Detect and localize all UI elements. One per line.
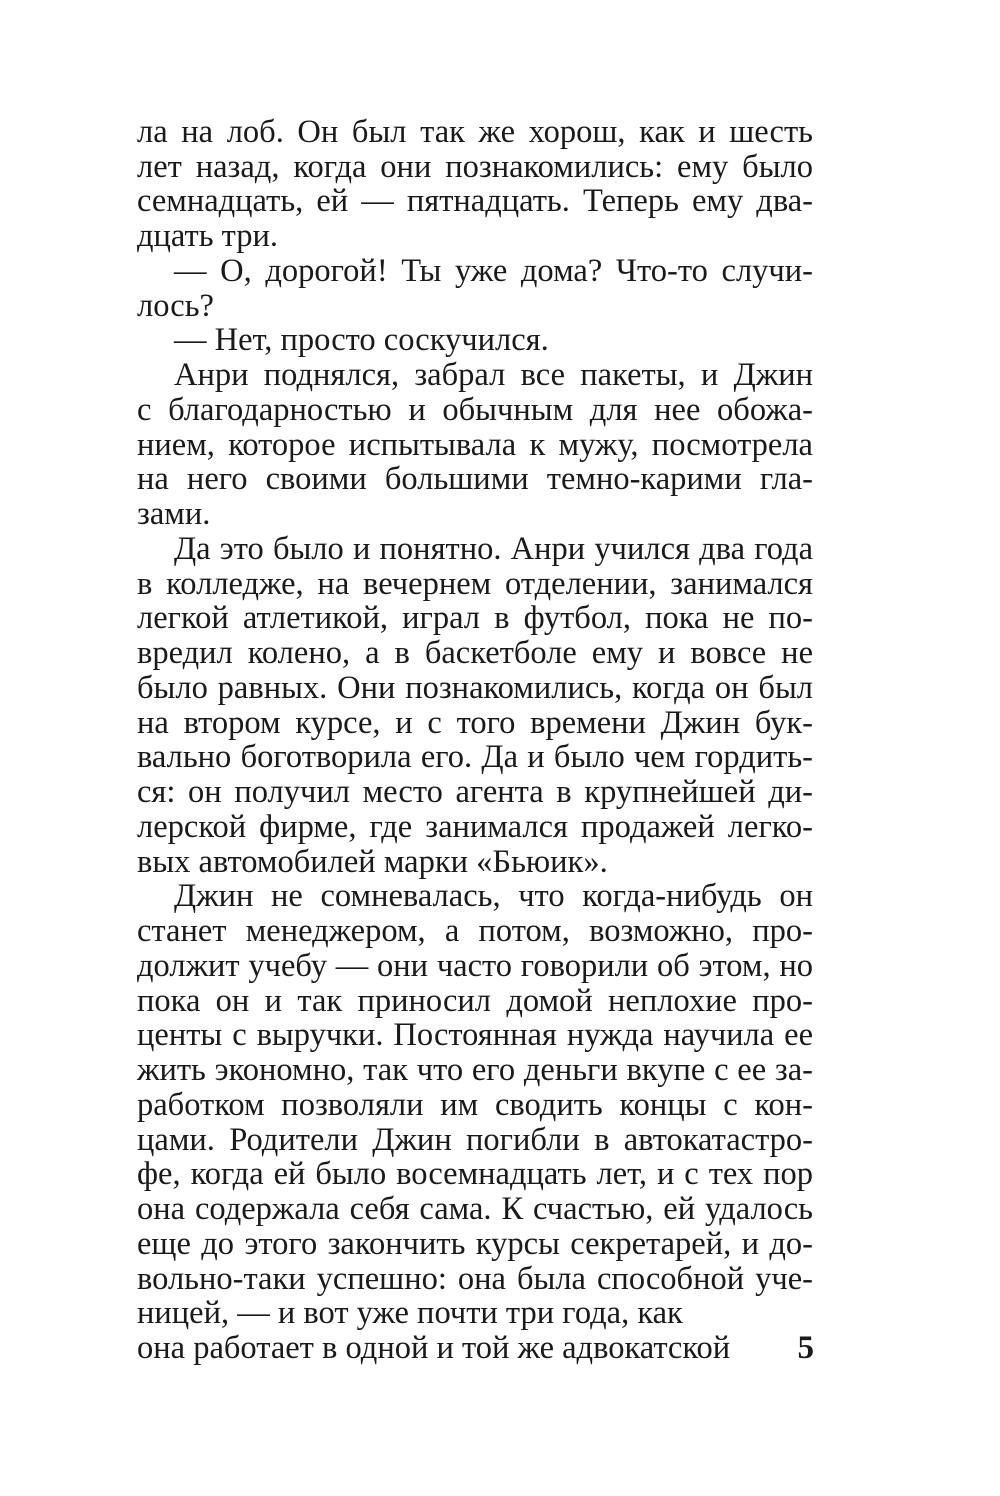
text-line: Джин не сомневалась, что когда-нибудь он bbox=[174, 878, 813, 914]
text-line: было равных. Они познакомились, когда он был bbox=[137, 670, 813, 706]
text-line: ся: он получил место агента в крупнейшей ди- bbox=[137, 774, 813, 810]
text-line: вольно-таки успешно: она была способной уче- bbox=[137, 1261, 813, 1297]
text-line: ла на лоб. Он был так же хорош, как и шесть bbox=[137, 114, 813, 150]
text-line: еще до этого закончить курсы секретарей, и до- bbox=[137, 1226, 813, 1262]
text-line: лет назад, когда они познакомились: ему было bbox=[137, 149, 813, 185]
text-line: работком позволяли им сводить концы с кон- bbox=[137, 1087, 813, 1123]
text-line: должит учебу — они часто говорили об этом, но bbox=[137, 948, 813, 984]
text-line: цами. Родители Джин погибли в автокатастро- bbox=[137, 1122, 813, 1158]
text-line: на втором курсе, и с того времени Джин бук- bbox=[137, 705, 813, 741]
last-text-line: она работает в одной и той же адвокатской bbox=[137, 1330, 731, 1366]
text-line: семнадцать, ей — пятнадцать. Теперь ему два- bbox=[137, 183, 813, 219]
text-line: станет менеджером, а потом, возможно, про- bbox=[137, 913, 813, 949]
text-line: легкой атлетикой, играл в футбол, пока не по- bbox=[137, 600, 813, 636]
text-line: — Нет, просто соскучился. bbox=[174, 322, 549, 358]
text-line: на него своими большими темно-карими гла- bbox=[137, 461, 813, 497]
text-line: она содержала себя сама. К счастью, ей удалось bbox=[137, 1191, 813, 1227]
text-line: жить экономно, так что его деньги вкупе с ее за- bbox=[137, 1052, 813, 1088]
text-line: в колледже, на вечернем отделении, занимался bbox=[137, 566, 813, 602]
text-line: пока он и так приносил домой неплохие про- bbox=[137, 983, 813, 1019]
text-line: с благодарностью и обычным для нее обожа- bbox=[137, 392, 813, 428]
text-line: лось? bbox=[137, 288, 214, 324]
text-line: вально боготворила его. Да и было чем гордить- bbox=[137, 739, 813, 775]
text-line: центы с выручки. Постоянная нужда научила ее bbox=[137, 1017, 813, 1053]
page-number: 5 bbox=[797, 1330, 814, 1366]
text-line: дцать три. bbox=[137, 218, 279, 254]
text-line: лерской фирме, где занимался продажей легко- bbox=[137, 809, 813, 845]
text-line: — О, дорогой! Ты уже дома? Что-то случи- bbox=[174, 253, 813, 289]
text-line: Анри поднялся, забрал все пакеты, и Джин bbox=[174, 357, 813, 393]
text-line: зами. bbox=[137, 496, 211, 532]
text-line: ницей, — и вот уже почти три года, как bbox=[137, 1295, 683, 1331]
text-line: вых автомобилей марки «Бьюик». bbox=[137, 844, 608, 880]
text-line: нием, которое испытывала к мужу, посмотрела bbox=[137, 427, 813, 463]
text-line: фе, когда ей было восемнадцать лет, и с тех пор bbox=[137, 1156, 813, 1192]
text-line: Да это было и понятно. Анри учился два года bbox=[174, 531, 813, 567]
text-line: вредил колено, а в баскетболе ему и вовсе не bbox=[137, 635, 813, 671]
